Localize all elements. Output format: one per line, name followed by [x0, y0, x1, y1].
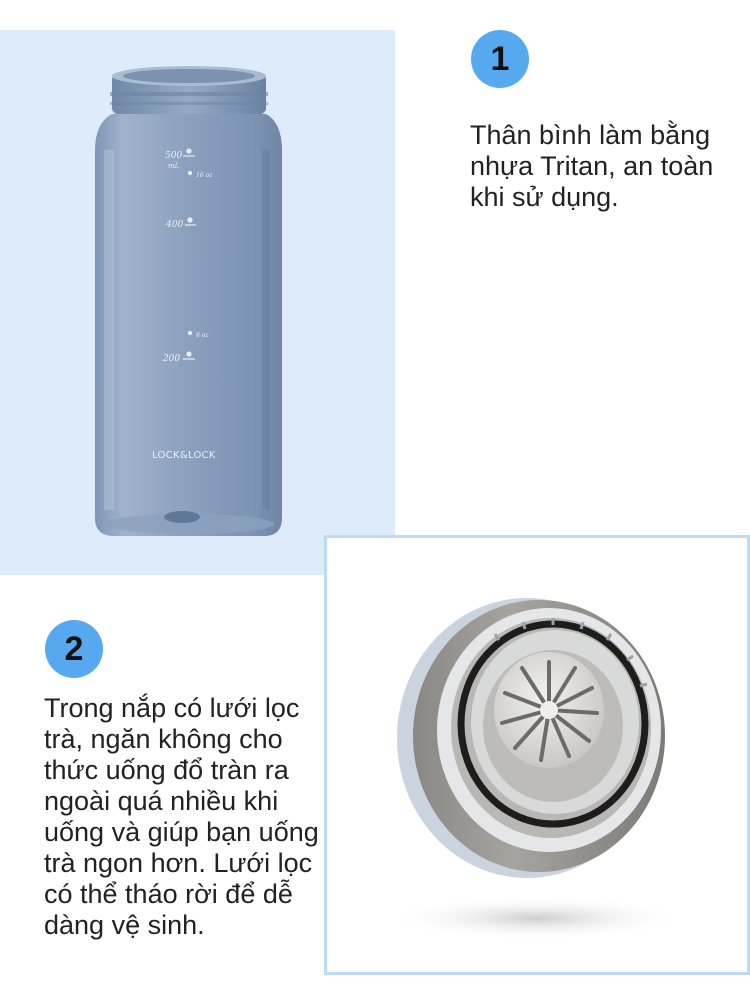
- step-2-line: trà ngon hơn. Lưới lọc: [44, 848, 313, 878]
- step-1-badge: 1: [471, 30, 529, 88]
- mark-16oz: 16 oz: [196, 172, 213, 179]
- bottle-image: [0, 30, 395, 575]
- step-2-line: dàng vệ sinh.: [44, 910, 205, 940]
- mark-8oz: 8 oz: [196, 332, 209, 339]
- step-1-line: nhựa Tritan, an toàn: [470, 151, 714, 181]
- step-2-badge: 2: [45, 620, 103, 678]
- step-2-caption: [44, 693, 319, 941]
- step-1-line: Thân bình làm bằng: [470, 120, 711, 150]
- bottle-photo-panel: [0, 30, 395, 575]
- step-2-line: có thể tháo rời để dễ: [44, 879, 293, 909]
- step-2-line: thức uống đổ tràn ra: [44, 755, 289, 785]
- mark-500: 500: [165, 151, 183, 161]
- step-2-line: ngoài quá nhiều khi: [44, 786, 279, 816]
- step-1-line: khi sử dụng.: [470, 182, 619, 212]
- step-2-line: trà, ngăn không cho: [44, 724, 283, 754]
- brand-logo: LOCK&LOCK: [152, 450, 216, 461]
- cap-photo-panel: [324, 535, 750, 975]
- cap-filter-image: [327, 538, 747, 972]
- mark-200: 200: [163, 354, 181, 364]
- step-2-line: uống và giúp bạn uống: [44, 817, 319, 847]
- mark-400: 400: [166, 220, 184, 230]
- mark-ml-unit: mL: [168, 162, 180, 170]
- step-1-caption: [470, 120, 740, 213]
- step-2-line: Trong nắp có lưới lọc: [44, 693, 300, 723]
